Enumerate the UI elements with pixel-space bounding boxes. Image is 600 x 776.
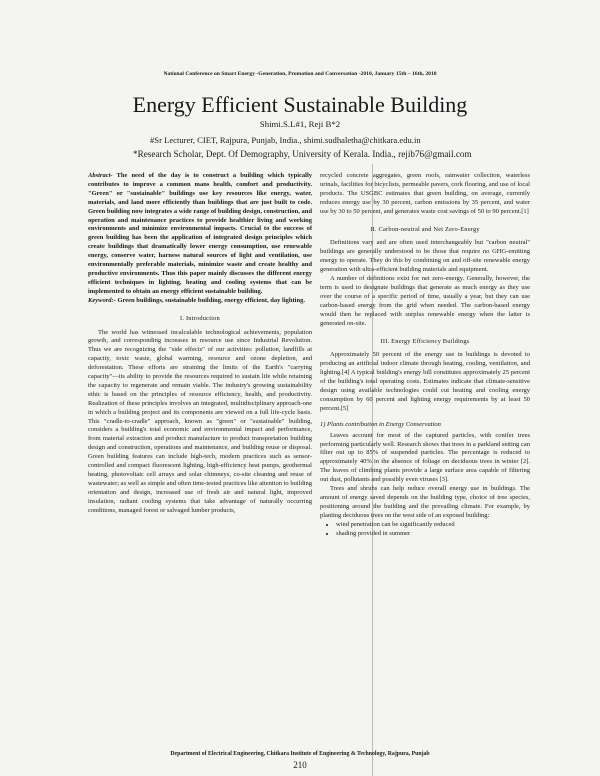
paper-title: Energy Efficient Sustainable Building xyxy=(132,92,468,117)
affiliation-2: *Research Scholar, Dept. Of Demography, University of Kerala. India., rejib76@gmail.com xyxy=(133,149,472,159)
bullet-list xyxy=(320,521,530,539)
introduction-continued: recycled concrete aggregates, green roofs, rainwater collection, waterless urinals, facilities for bicyclists, permeable pavers, cork flooring, and use of local products. The USGBC estimates that green building, on average, currently reduces energy use by 30 percent, carbon emissions by 35 percent, and water use by 30 to 50 percent, and generates waste cost savings of 50 to 90 percent.[1] xyxy=(320,172,530,215)
section-heading-energy-efficiency: III. Energy Efficiency Buildings xyxy=(380,337,470,345)
carbon-paragraph-2: A number of definitions exist for net zero-energy. Generally, however, the term is used to designate buildings that generate as much energy as they use over the course of a specific period of time, usually a year, but they can use carbon-based energy from the grid when needed. The carbon-based energy would then be replaced with surplus renewable energy when the latter is generated on-site. xyxy=(320,275,530,327)
keywords-paragraph xyxy=(88,297,312,306)
conference-header: National Conference on Smart Energy -Generation, Promotion and Conversation -2010, January 15th – 16th, 2010 xyxy=(163,71,437,77)
introduction-text: The world has witnessed incalculable technological achievements, population growth, and corresponding increases in resource use since Industrial Revolution. Thus we are recognizing the "side effects" of our activities: pollution, landfills at capacity, toxic waste, global warming, resource and ozone depletion, and deforestation. These efforts are straining the limits of the Earth's "carrying capacity"—its ability to provide the resources required to sustain life while retaining the capacity to regenerate and remain viable. The industry's growing sustainability ethic is based on the principles of resource efficiency, health, and productivity. Realization of these principles involves an integrated, multidisciplinary approach-one in which a building project and its components are viewed on a full life-cycle basis. This "cradle-to-cradle" approach, known as "green" or "sustainable" building, considers a building's total economic and environmental impact and performance, from material extraction and product manufacture to product transportation building design and construction, operations and maintenance, and building reuse or disposal. Green building features can include high-tech, modern practices such as sensor-controlled and compact fluorescent lighting, high-efficiency heat pumps, geothermal heating, photovoltaic cell arrays and solar chimneys, co-site cleaning and reuse of wastewater; as well as simple and often time-tested practices like attention to building orientation and design, increased use of fresh air and natural light, improved insulation, radiant cooling systems that take advantage of naturally occurring conditions, managed forest or salvaged lumber products, xyxy=(88,328,312,514)
section-heading-introduction: I. Introduction xyxy=(180,314,220,322)
bullet-item: • shading provided in summer xyxy=(336,530,530,539)
paper-authors: Shimi.S.L#1, Reji B*2 xyxy=(259,119,341,129)
carbon-paragraph-1: Definitions vary and are often used interchangeably but "carbon neutral" buildings are generally understood to be those that require no GHG-emitting energy to operate. They do this by combining on and off-site renewable energy generation with ultra-efficient building materials and equipment. xyxy=(320,239,530,274)
plants-paragraph-2: Trees and shrubs can help reduce overall energy use in buildings. The amount of energy saved depends on the building type, choice of tree species, positioning around the building and the prevailing climate. For example, by planting deciduous trees on the west side of an exposed building: xyxy=(320,485,530,519)
section-heading-carbon-neutral: II. Carbon-neutral and Net Zero-Energy xyxy=(370,225,480,233)
left-column xyxy=(88,172,312,516)
footer-department: Department of Electrical Engineering, Chitkara Institute of Engineering & Technology, Rajpura, Punjab xyxy=(170,751,430,757)
affiliation-1: #Sr Lecturer, CIET, Rajpura, Punjab, India., shimi.sudhaletha@chitkara.edu.in xyxy=(150,135,421,145)
keywords-text: Green buildings, sustainable building, energy efficient, day lighting. xyxy=(115,296,305,304)
keywords-label: Keyword:- xyxy=(88,296,116,304)
efficiency-paragraph: Approximately 50 percent of the energy use in buildings is devoted to producing an artificial indoor climate through heating, cooling, ventilation, and lighting.[4] A typical building's energy bill constitutes approximately 25 percent of the building's total operating costs. Estimates indicate that climate-sensitive design using available technologies could cut heating and cooling energy consumption by 60 percent and lighting energy requirements by at least 50 percent.[5] xyxy=(320,351,530,412)
abstract-label: Abstract- xyxy=(88,172,113,179)
abstract-paragraph xyxy=(88,172,312,297)
abstract-text: The need of the day is to construct a building which typically contributes to improve a common mans health, comfort and productivity. "Green" or "sustainable" buildings use key resources like energy, water, materials, and land more efficiently than buildings that are just built to code. Green building now integrates a wide range of building design, construction, and operation and maintenance practices to provide healthier living and working environments and minimize environmental impacts. Crucial to the success of green building has been the application of integrated design principles which create buildings that dramatically lower energy consumption, use renewable energy, conserve water, harness natural sources of light and ventilation, use environmentally preferable materials, minimize waste and create healthy and productive environments. Thus this paper mainly discusses the different energy efficient techniques in lighting, heating and cooling systems that can be implemented to obtain an energy efficient sustainable building. xyxy=(88,172,312,295)
subsection-heading-plants: 1) Plants contribution in Energy Conservation xyxy=(320,420,441,428)
bullet-item: • wind penetration can be significantly reduced xyxy=(336,521,530,530)
page-number: 210 xyxy=(293,760,307,770)
right-column xyxy=(320,172,530,539)
plants-paragraph-1: Leaves account for most of the captured particles, with conifer trees performing particularly well. Research shows that trees in a parkland setting can filter out up to 85% of suspended particles. The percentage is reduced to approximately 40% in the absence of foliage on deciduous trees in winter [2]. The leaves of climbing plants provide a large surface area capable of filtering out dust, pollutants and possibly even viruses [3]. xyxy=(320,431,530,484)
